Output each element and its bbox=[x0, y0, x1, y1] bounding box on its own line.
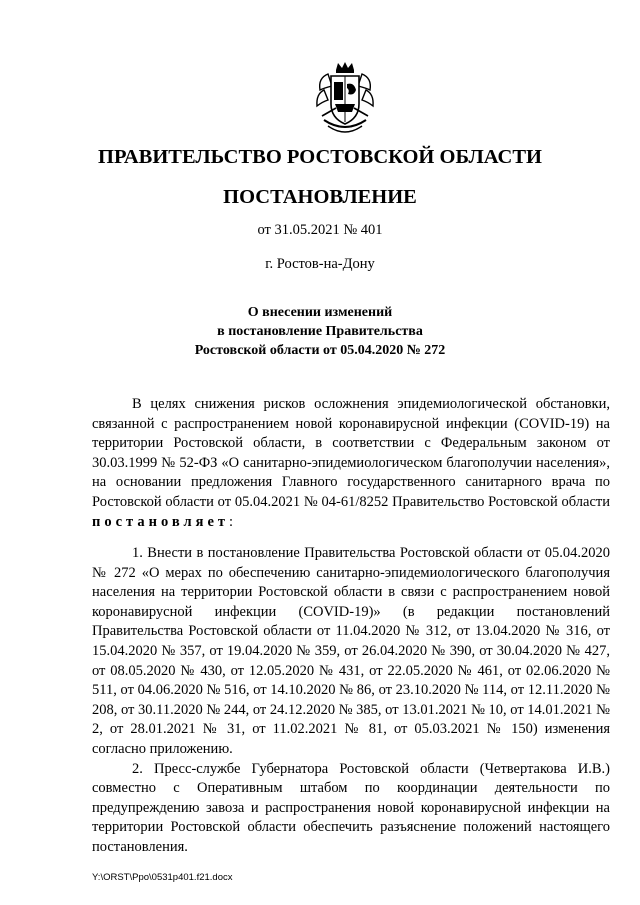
date-number: от 31.05.2021 № 401 bbox=[257, 222, 383, 238]
subject-line: Ростовской области от 05.04.2020 № 272 bbox=[194, 343, 446, 358]
preamble-ending: : bbox=[229, 513, 234, 530]
rostov-oblast-coat-of-arms-icon bbox=[314, 60, 376, 138]
decree-item: 2. Пресс-службе Губернатора Ростовской области (Четвертакова И.В.) совместно с Оперативным штабом по координации деятельности по предупреждению завоза и распространения новой коронавирусной инфекции на территории Ростовской области обеспечить разъяснение положений настоящего постановления. bbox=[92, 760, 610, 855]
resolution-verb: постановляет bbox=[92, 513, 230, 530]
preamble-paragraph bbox=[92, 395, 610, 532]
items-block bbox=[92, 544, 610, 858]
preamble-text: В целях снижения рисков осложнения эпидемиологической обстановки, связанной с распространением новой коронавирусной инфекции (COVID-19) на территории Ростовской области, в соответствии с Федеральным законом от 30.03.1999 № 52-ФЗ «О санитарно-эпидемиологическом благополучии населения», на основании предложения Главного государственного санитарного врача по Ростовской области от 05.04.2021 № 04-61/8252 Правительство Ростовской области bbox=[92, 396, 610, 510]
subject-heading bbox=[0, 303, 640, 360]
government-title: ПРАВИТЕЛЬСТВО РОСТОВСКОЙ ОБЛАСТИ bbox=[98, 146, 542, 168]
subject-line: в постановление Правительства bbox=[217, 324, 423, 339]
document-type: ПОСТАНОВЛЕНИЕ bbox=[223, 186, 417, 208]
preamble-block bbox=[92, 395, 610, 532]
city: г. Ростов-на-Дону bbox=[265, 256, 375, 272]
file-path-footer: Y:\ORST\Ppo\0531p401.f21.docx bbox=[92, 872, 233, 883]
subject-line: О внесении изменений bbox=[247, 305, 393, 320]
decree-item: 1. Внести в постановление Правительства Ростовской области от 05.04.2020 № 272 «О мерах по обеспечению санитарно-эпидемиологического благополучия населения на территории Ростовской области в связи с распространением новой коронавирусной инфекции (COVID-19)» (в редакции постановлений Правительства Ростовской области от 11.04.2020 № 312, от 13.04.2020 № 316, от 15.04.2020 № 357, от 19.04.2020 № 359, от 26.04.2020 № 390, от 30.04.2020 № 427, от 08.05.2020 № 430, от 12.05.2020 № 431, от 22.05.2020 № 461, от 02.06.2020 № 511, от 04.06.2020 № 516, от 14.10.2020 № 86, от 23.10.2020 № 114, от 12.11.2020 № 208, от 30.11.2020 № 244, от 24.12.2020 № 385, от 13.01.2021 № 10, от 14.01.2021 № 2, от 28.01.2021 № 31, от 11.02.2021 № 81, от 05.03.2021 № 150) изменения согласно приложению. bbox=[92, 545, 611, 757]
